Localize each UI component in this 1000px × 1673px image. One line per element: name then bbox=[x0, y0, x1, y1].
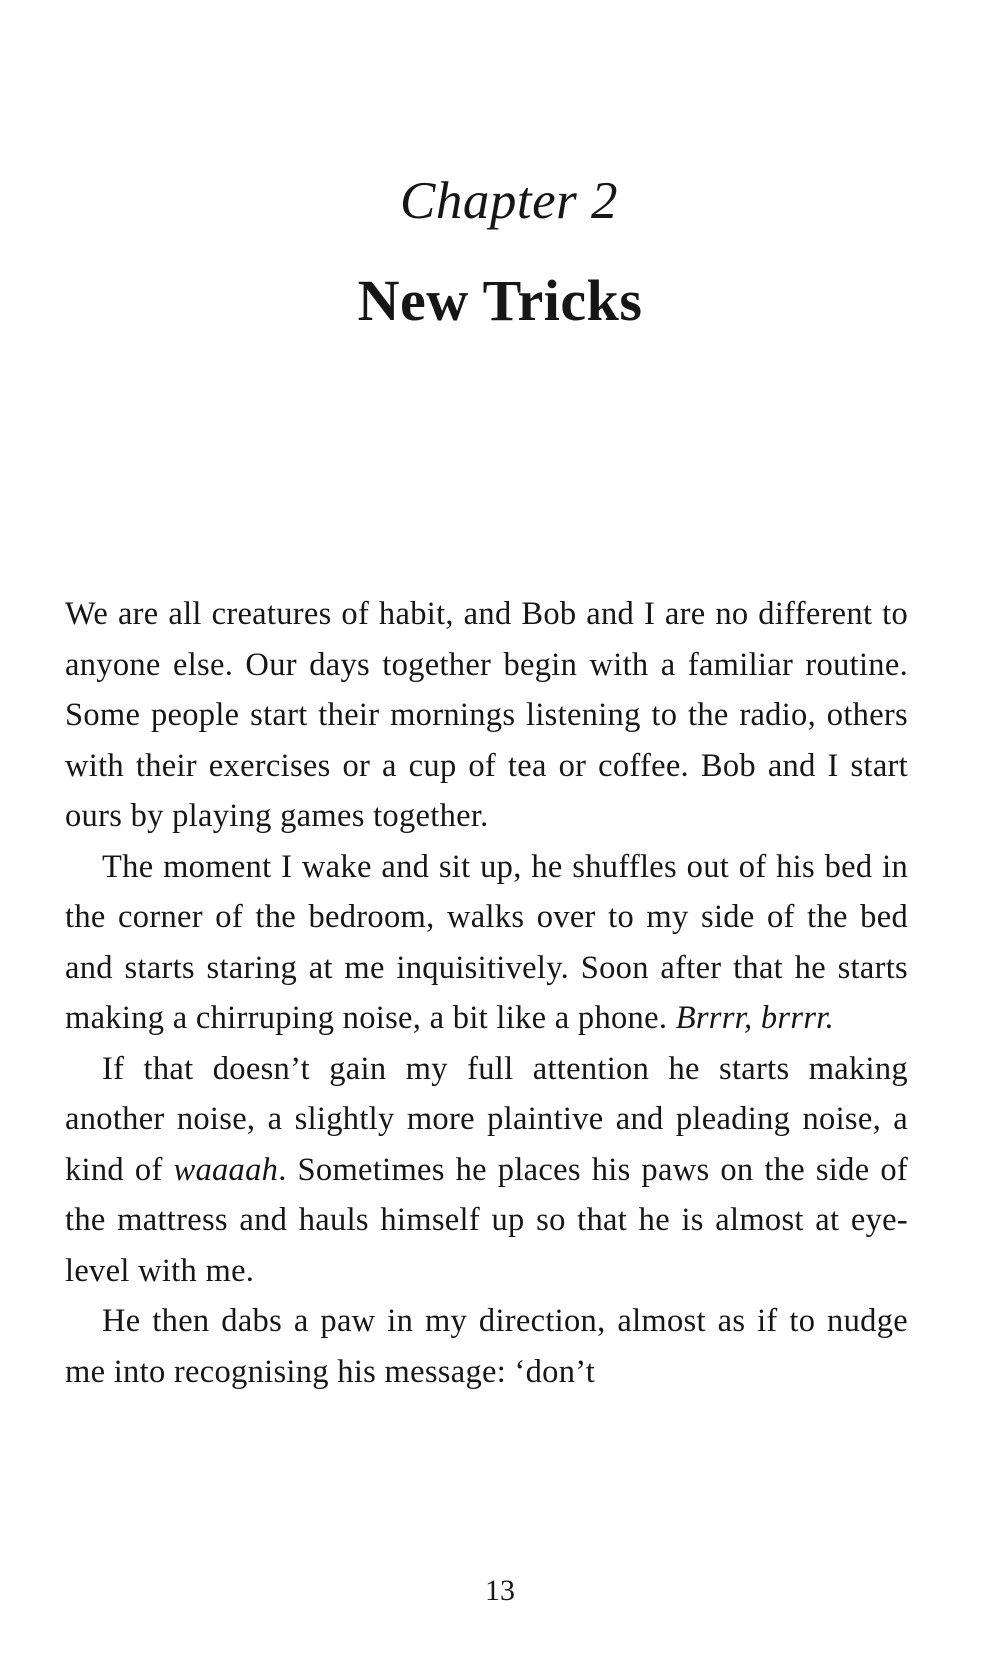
body-text bbox=[65, 589, 908, 1397]
italic-text-run: waaaah bbox=[173, 1151, 279, 1188]
paragraph bbox=[65, 1296, 908, 1397]
paragraph bbox=[65, 589, 908, 842]
paragraph bbox=[65, 1044, 908, 1297]
text-run: He then dabs a paw in my direction, almost as if to nudge me into recognising his message: ‘don’t bbox=[65, 1303, 908, 1390]
text-run: . Sometimes he places his paws on the side of the mattress and hauls himself up so that he is almost at eye-level with me. bbox=[65, 1151, 908, 1289]
paragraph bbox=[65, 842, 908, 1044]
chapter-title: New Tricks bbox=[357, 268, 643, 333]
text-run: If that doesn’t gain my full attention he starts making another noise, a slightly more plaintive and pleading noise, a kind of bbox=[65, 1050, 908, 1188]
text-run: We are all creatures of habit, and Bob and I are no different to anyone else. Our days together begin with a familiar routine. Some people start their mornings listening to the radio, others with their exercises or a cup of tea or coffee. Bob and I start ours by playing games together. bbox=[65, 596, 908, 834]
italic-text-run: Brrrr, brrrr. bbox=[675, 1000, 835, 1036]
chapter-label: Chapter 2 bbox=[400, 172, 618, 230]
text-run: The moment I wake and sit up, he shuffles out of his bed in the corner of the bedroom, walks over to my side of the bed and starts staring at me inquisitively. Soon after that he starts making a chirruping noise, a bit like a phone. bbox=[65, 848, 908, 1036]
page-number: 13 bbox=[485, 1574, 515, 1607]
